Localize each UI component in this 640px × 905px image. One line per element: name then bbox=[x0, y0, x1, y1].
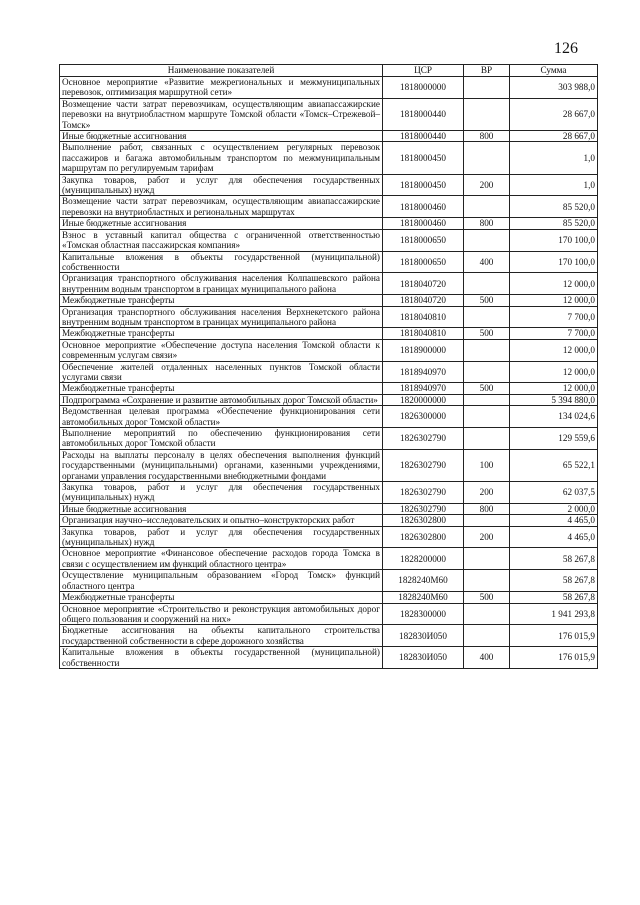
table-row bbox=[60, 449, 598, 481]
table-row bbox=[60, 273, 598, 295]
cell-name: Иные бюджетные ассигнования bbox=[60, 503, 383, 514]
cell-vr bbox=[464, 394, 510, 405]
cell-name: Межбюджетные трансферты bbox=[60, 383, 383, 394]
cell-vr: 400 bbox=[464, 647, 510, 669]
cell-name: Возмещение части затрат перевозчикам, осуществляющим авиапассажирские перевозки на внутриобластных и региональных маршрутах bbox=[60, 196, 383, 218]
cell-vr: 500 bbox=[464, 383, 510, 394]
cell-name: Расходы на выплаты персоналу в целях обеспечения выполнения функций государственными (муниципальными) органами, казенными учреждениями, органами управления государственными внебюджетными фондами bbox=[60, 449, 383, 481]
table-row bbox=[60, 218, 598, 229]
cell-vr: 800 bbox=[464, 218, 510, 229]
cell-sum: 4 465,0 bbox=[510, 515, 598, 526]
cell-csr: 1818000450 bbox=[383, 174, 464, 196]
table-row bbox=[60, 526, 598, 548]
cell-csr: 1818000650 bbox=[383, 251, 464, 273]
cell-csr: 1826302790 bbox=[383, 482, 464, 504]
cell-csr: 1826302800 bbox=[383, 526, 464, 548]
cell-csr: 1818940970 bbox=[383, 361, 464, 383]
cell-csr: 1826302790 bbox=[383, 503, 464, 514]
cell-name: Ведомственная целевая программа «Обеспечение функционирования сети автомобильных дорог Томской области» bbox=[60, 406, 383, 428]
table-row bbox=[60, 592, 598, 603]
cell-csr: 1818000440 bbox=[383, 98, 464, 130]
cell-sum: 170 100,0 bbox=[510, 251, 598, 273]
cell-vr bbox=[464, 77, 510, 99]
cell-name: Выполнение работ, связанных с осуществлением регулярных перевозок пассажиров и багажа автомобильным транспортом по межмуниципальным маршрутам по регулируемым тарифам bbox=[60, 142, 383, 174]
cell-name: Организация транспортного обслуживания населения Колпашевского района внутренним водным транспортом в границах муниципального района bbox=[60, 273, 383, 295]
cell-csr: 1818900000 bbox=[383, 339, 464, 361]
cell-sum: 65 522,1 bbox=[510, 449, 598, 481]
cell-name: Межбюджетные трансферты bbox=[60, 328, 383, 339]
cell-sum: 176 015,9 bbox=[510, 647, 598, 669]
cell-vr bbox=[464, 196, 510, 218]
cell-name: Взнос в уставный капитал общества с ограниченной ответственностью «Томская областная пассажирская компания» bbox=[60, 229, 383, 251]
cell-vr bbox=[464, 98, 510, 130]
cell-sum: 1,0 bbox=[510, 174, 598, 196]
budget-table bbox=[59, 64, 598, 669]
cell-sum: 7 700,0 bbox=[510, 306, 598, 328]
table-row bbox=[60, 548, 598, 570]
cell-sum: 1 941 293,8 bbox=[510, 603, 598, 625]
cell-vr bbox=[464, 428, 510, 450]
cell-sum: 58 267,8 bbox=[510, 592, 598, 603]
table-row bbox=[60, 625, 598, 647]
cell-vr: 200 bbox=[464, 482, 510, 504]
cell-csr: 182830И050 bbox=[383, 625, 464, 647]
table-row bbox=[60, 603, 598, 625]
cell-vr: 100 bbox=[464, 449, 510, 481]
cell-name: Основное мероприятие «Развитие межрегиональных и межмуниципальных перевозок, оптимизация маршрутной сети» bbox=[60, 77, 383, 99]
cell-name: Межбюджетные трансферты bbox=[60, 295, 383, 306]
cell-sum: 4 465,0 bbox=[510, 526, 598, 548]
cell-name: Иные бюджетные ассигнования bbox=[60, 131, 383, 142]
cell-vr bbox=[464, 339, 510, 361]
table-row bbox=[60, 295, 598, 306]
cell-sum: 176 015,9 bbox=[510, 625, 598, 647]
table-row bbox=[60, 339, 598, 361]
cell-csr: 1828200000 bbox=[383, 548, 464, 570]
cell-vr: 400 bbox=[464, 251, 510, 273]
cell-name: Капитальные вложения в объекты государственной (муниципальной) собственности bbox=[60, 647, 383, 669]
cell-csr: 1818040720 bbox=[383, 273, 464, 295]
cell-name: Основное мероприятие «Финансовое обеспечение расходов города Томска в связи с осуществлением им функций областного центра» bbox=[60, 548, 383, 570]
cell-sum: 170 100,0 bbox=[510, 229, 598, 251]
cell-name: Основное мероприятие «Обеспечение доступа населения Томской области к современным услугам связи» bbox=[60, 339, 383, 361]
cell-csr: 1826300000 bbox=[383, 406, 464, 428]
cell-vr: 800 bbox=[464, 131, 510, 142]
cell-vr bbox=[464, 603, 510, 625]
cell-vr bbox=[464, 570, 510, 592]
table-row bbox=[60, 482, 598, 504]
cell-csr: 1818940970 bbox=[383, 383, 464, 394]
header-name: Наименование показателей bbox=[60, 65, 383, 77]
page-number: 126 bbox=[554, 40, 578, 57]
cell-name: Межбюджетные трансферты bbox=[60, 592, 383, 603]
cell-name: Бюджетные ассигнования на объекты капитального строительства государственной собственности в сфере дорожного хозяйства bbox=[60, 625, 383, 647]
cell-name: Закупка товаров, работ и услуг для обеспечения государственных (муниципальных) нужд bbox=[60, 482, 383, 504]
cell-name: Основное мероприятие «Строительство и реконструкция автомобильных дорог общего пользования и сооружений на них» bbox=[60, 603, 383, 625]
cell-csr: 1818000460 bbox=[383, 196, 464, 218]
cell-csr: 1818040810 bbox=[383, 306, 464, 328]
cell-sum: 12 000,0 bbox=[510, 339, 598, 361]
cell-name: Организация транспортного обслуживания населения Верхнекетского района внутренним водным транспортом в границах муниципального района bbox=[60, 306, 383, 328]
cell-sum: 28 667,0 bbox=[510, 131, 598, 142]
table-row bbox=[60, 361, 598, 383]
cell-csr: 1828240M60 bbox=[383, 592, 464, 603]
table-row bbox=[60, 394, 598, 405]
table-row bbox=[60, 515, 598, 526]
table-row bbox=[60, 306, 598, 328]
cell-csr: 1818040810 bbox=[383, 328, 464, 339]
cell-vr bbox=[464, 142, 510, 174]
cell-vr bbox=[464, 515, 510, 526]
cell-csr: 1818000650 bbox=[383, 229, 464, 251]
cell-name: Организация научно–исследовательских и опытно–конструкторских работ bbox=[60, 515, 383, 526]
cell-vr bbox=[464, 273, 510, 295]
cell-sum: 5 394 880,0 bbox=[510, 394, 598, 405]
table-row bbox=[60, 647, 598, 669]
cell-name: Иные бюджетные ассигнования bbox=[60, 218, 383, 229]
cell-csr: 1826302790 bbox=[383, 449, 464, 481]
cell-name: Осуществление муниципальным образованием «Город Томск» функций областного центра bbox=[60, 570, 383, 592]
cell-sum: 303 988,0 bbox=[510, 77, 598, 99]
cell-csr: 1818000000 bbox=[383, 77, 464, 99]
cell-vr bbox=[464, 548, 510, 570]
cell-sum: 134 024,6 bbox=[510, 406, 598, 428]
cell-csr: 1820000000 bbox=[383, 394, 464, 405]
cell-sum: 12 000,0 bbox=[510, 361, 598, 383]
table-row bbox=[60, 174, 598, 196]
cell-vr: 200 bbox=[464, 526, 510, 548]
cell-csr: 1828240M60 bbox=[383, 570, 464, 592]
cell-vr bbox=[464, 361, 510, 383]
cell-csr: 1826302790 bbox=[383, 428, 464, 450]
cell-vr bbox=[464, 306, 510, 328]
header-vr: ВР bbox=[464, 65, 510, 77]
table-row bbox=[60, 383, 598, 394]
cell-sum: 85 520,0 bbox=[510, 196, 598, 218]
cell-sum: 129 559,6 bbox=[510, 428, 598, 450]
cell-vr bbox=[464, 406, 510, 428]
cell-name: Возмещение части затрат перевозчикам, осуществляющим авиапассажирские перевозки на внутриобластном маршруте Томской области «Томск–Стрежевой–Томск» bbox=[60, 98, 383, 130]
cell-sum: 12 000,0 bbox=[510, 273, 598, 295]
cell-name: Капитальные вложения в объекты государственной (муниципальной) собственности bbox=[60, 251, 383, 273]
cell-sum: 12 000,0 bbox=[510, 295, 598, 306]
table-row bbox=[60, 131, 598, 142]
cell-sum: 58 267,8 bbox=[510, 570, 598, 592]
table-row bbox=[60, 251, 598, 273]
cell-csr: 182830И050 bbox=[383, 647, 464, 669]
cell-name: Обеспечение жителей отдаленных населенных пунктов Томской области услугами связи bbox=[60, 361, 383, 383]
header-sum: Сумма bbox=[510, 65, 598, 77]
cell-csr: 1818000440 bbox=[383, 131, 464, 142]
cell-sum: 1,0 bbox=[510, 142, 598, 174]
cell-sum: 85 520,0 bbox=[510, 218, 598, 229]
cell-sum: 28 667,0 bbox=[510, 98, 598, 130]
cell-sum: 12 000,0 bbox=[510, 383, 598, 394]
cell-csr: 1818000460 bbox=[383, 218, 464, 229]
cell-vr: 500 bbox=[464, 328, 510, 339]
cell-vr: 200 bbox=[464, 174, 510, 196]
cell-name: Закупка товаров, работ и услуг для обеспечения государственных (муниципальных) нужд bbox=[60, 174, 383, 196]
table-row bbox=[60, 328, 598, 339]
table-row bbox=[60, 142, 598, 174]
cell-vr: 500 bbox=[464, 295, 510, 306]
cell-vr: 500 bbox=[464, 592, 510, 603]
table-body bbox=[60, 77, 598, 669]
table-row bbox=[60, 503, 598, 514]
header-csr: ЦСР bbox=[383, 65, 464, 77]
cell-csr: 1818040720 bbox=[383, 295, 464, 306]
cell-vr bbox=[464, 229, 510, 251]
cell-csr: 1828300000 bbox=[383, 603, 464, 625]
cell-vr: 800 bbox=[464, 503, 510, 514]
table-row bbox=[60, 570, 598, 592]
table-row bbox=[60, 77, 598, 99]
cell-sum: 58 267,8 bbox=[510, 548, 598, 570]
cell-vr bbox=[464, 625, 510, 647]
cell-name: Выполнение мероприятий по обеспечению функционирования сети автомобильных дорог Томской области bbox=[60, 428, 383, 450]
cell-sum: 7 700,0 bbox=[510, 328, 598, 339]
cell-name: Закупка товаров, работ и услуг для обеспечения государственных (муниципальных) нужд bbox=[60, 526, 383, 548]
cell-csr: 1818000450 bbox=[383, 142, 464, 174]
cell-sum: 62 037,5 bbox=[510, 482, 598, 504]
cell-name: Подпрограмма «Сохранение и развитие автомобильных дорог Томской области» bbox=[60, 394, 383, 405]
table-row bbox=[60, 229, 598, 251]
cell-sum: 2 000,0 bbox=[510, 503, 598, 514]
table-row bbox=[60, 98, 598, 130]
table-header-row bbox=[60, 65, 598, 77]
table-row bbox=[60, 196, 598, 218]
table-row bbox=[60, 428, 598, 450]
cell-csr: 1826302800 bbox=[383, 515, 464, 526]
table-row bbox=[60, 406, 598, 428]
